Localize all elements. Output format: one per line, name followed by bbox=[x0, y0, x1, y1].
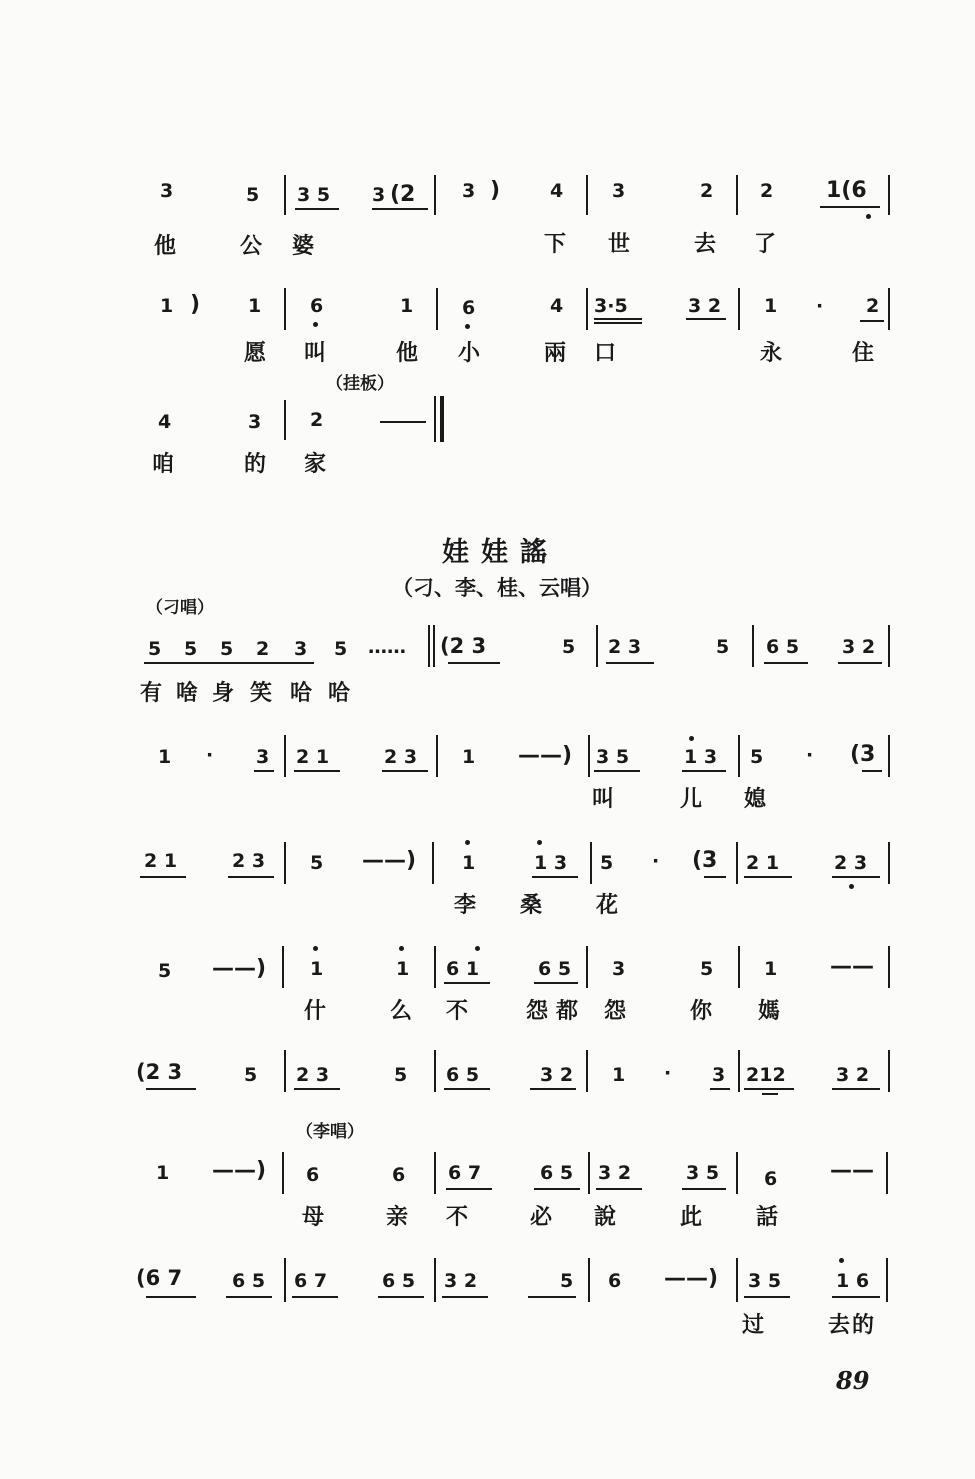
extension-dash: —— bbox=[830, 1158, 874, 1183]
underline bbox=[448, 662, 500, 664]
note: 5 bbox=[148, 638, 162, 660]
lyric: 李 bbox=[454, 892, 477, 918]
note: 6 5 bbox=[766, 636, 800, 658]
bar-line bbox=[284, 1050, 286, 1092]
underline bbox=[444, 1088, 490, 1090]
lyric: 母 bbox=[302, 1204, 325, 1230]
underline bbox=[710, 1088, 730, 1090]
lyric: 婆 bbox=[292, 233, 315, 259]
bar-line bbox=[434, 175, 436, 215]
note: 2 3 bbox=[608, 636, 642, 658]
note: 3 bbox=[612, 958, 626, 980]
underline bbox=[862, 770, 882, 772]
underline bbox=[528, 1296, 576, 1298]
note: 5 bbox=[750, 746, 764, 768]
lyric: 叫 bbox=[592, 786, 615, 812]
underline bbox=[606, 662, 654, 664]
lyric: 过 bbox=[742, 1312, 765, 1338]
lyric: 不 bbox=[446, 998, 469, 1024]
note: 5 bbox=[184, 638, 198, 660]
underline bbox=[594, 322, 642, 324]
bar-line bbox=[434, 946, 436, 988]
note: 1 bbox=[400, 295, 414, 317]
lyric: 小 bbox=[458, 340, 481, 366]
underline bbox=[594, 318, 642, 320]
underline bbox=[832, 1296, 880, 1298]
note: 6 bbox=[462, 297, 476, 319]
bar-line bbox=[588, 1152, 590, 1194]
lyric: 不 bbox=[446, 1204, 469, 1230]
note: 6 bbox=[764, 1168, 778, 1190]
lyric: 亲 bbox=[386, 1204, 409, 1230]
note: (6 7 bbox=[136, 1266, 183, 1290]
note: 4 bbox=[158, 411, 172, 433]
note: 5 bbox=[600, 852, 614, 874]
bar-line bbox=[590, 842, 592, 884]
lyric: 世 bbox=[608, 231, 631, 257]
lyric: 他 bbox=[396, 340, 419, 366]
note: ) bbox=[490, 178, 501, 203]
lyric: 哈 bbox=[290, 680, 313, 706]
lyric: 花 bbox=[596, 892, 619, 918]
note: 2 3 bbox=[232, 850, 266, 872]
underline bbox=[534, 1188, 580, 1190]
lyric: 的 bbox=[852, 1312, 875, 1338]
note: 6 5 bbox=[232, 1270, 266, 1292]
bar-line bbox=[284, 1258, 286, 1302]
high-octave-dot bbox=[313, 946, 318, 951]
note: 1 bbox=[462, 852, 476, 874]
bar-line bbox=[588, 735, 590, 777]
note: 1 bbox=[462, 746, 476, 768]
bar-line bbox=[586, 946, 588, 988]
note: 212 bbox=[746, 1064, 786, 1086]
note: 2 3 bbox=[296, 1064, 330, 1086]
note: 3 5 bbox=[596, 746, 630, 768]
underline bbox=[378, 1296, 424, 1298]
note: 5 bbox=[246, 184, 260, 206]
note: 6 bbox=[310, 295, 324, 317]
underline bbox=[144, 662, 314, 664]
underline bbox=[226, 1296, 272, 1298]
low-octave-dot bbox=[313, 322, 318, 327]
lyric: 媽 bbox=[758, 998, 781, 1024]
note: 3 bbox=[160, 180, 174, 202]
lyric: 什 bbox=[304, 998, 327, 1024]
lyric: 媳 bbox=[744, 786, 767, 812]
underline bbox=[832, 876, 880, 878]
lyric: 家 bbox=[304, 451, 327, 477]
singer-annotation: （李唱） bbox=[296, 1122, 364, 1142]
lyric: 永 bbox=[760, 340, 783, 366]
underline bbox=[382, 770, 428, 772]
note: 5 bbox=[562, 636, 576, 658]
note: 6 7 bbox=[294, 1270, 328, 1292]
lyric: 叫 bbox=[304, 340, 327, 366]
extension-dash: ——) bbox=[362, 848, 417, 873]
lyric: 咱 bbox=[152, 451, 175, 477]
note: 4 bbox=[550, 180, 564, 202]
extension-dash: —— bbox=[830, 954, 874, 979]
bar-line bbox=[888, 288, 890, 330]
lyric: 去 bbox=[828, 1312, 851, 1338]
bar-line bbox=[284, 288, 286, 330]
bar-line bbox=[282, 946, 284, 988]
note: 5 bbox=[394, 1064, 408, 1086]
lyric: 么 bbox=[390, 998, 413, 1024]
bar-line bbox=[586, 288, 588, 330]
note: 2 bbox=[310, 409, 324, 431]
low-octave-dot bbox=[465, 324, 470, 329]
underline bbox=[762, 1093, 778, 1095]
bar-line bbox=[888, 842, 890, 884]
lyric: 公 bbox=[240, 233, 263, 259]
underline bbox=[146, 1088, 196, 1090]
lyric: 身 bbox=[212, 680, 235, 706]
ellipsis: …… bbox=[368, 636, 406, 658]
dot-duration: · bbox=[206, 744, 214, 766]
bar-line bbox=[738, 735, 740, 777]
lyric: 住 bbox=[852, 340, 875, 366]
bar-line bbox=[738, 288, 740, 330]
bar-line bbox=[736, 175, 738, 215]
bar-line bbox=[282, 1152, 284, 1194]
lyric: 愿 bbox=[244, 340, 267, 366]
note: 2 1 bbox=[746, 852, 780, 874]
bar-line bbox=[434, 1050, 436, 1092]
bar-line bbox=[284, 175, 286, 215]
note: (3 bbox=[850, 742, 876, 767]
note: 2 bbox=[866, 295, 880, 317]
note: 6 5 bbox=[382, 1270, 416, 1292]
lyric: 儿 bbox=[680, 786, 703, 812]
singer-annotation: （刁唱） bbox=[146, 598, 214, 618]
note: (2 3 bbox=[136, 1060, 183, 1084]
note: 6 1 bbox=[446, 958, 480, 980]
underline bbox=[140, 876, 186, 878]
lyric: 有 bbox=[140, 680, 163, 706]
underline bbox=[832, 1088, 880, 1090]
note: 1 bbox=[160, 295, 174, 317]
lyric: 說 bbox=[594, 1204, 617, 1230]
bar-line bbox=[284, 842, 286, 884]
note: 4 bbox=[550, 295, 564, 317]
note: 1 bbox=[764, 295, 778, 317]
note: 3 2 bbox=[842, 636, 876, 658]
underline bbox=[744, 1088, 794, 1090]
note: 3 bbox=[248, 411, 262, 433]
performance-annotation: （挂板） bbox=[326, 374, 394, 394]
underline bbox=[682, 770, 726, 772]
underline bbox=[372, 208, 428, 210]
note: 3 bbox=[462, 180, 476, 202]
note: 1 bbox=[764, 958, 778, 980]
underline bbox=[820, 206, 880, 208]
high-octave-dot bbox=[537, 840, 542, 845]
bar-line bbox=[586, 1050, 588, 1092]
bar-line bbox=[433, 625, 435, 667]
bar-line bbox=[752, 625, 754, 667]
bar-line bbox=[428, 625, 430, 667]
low-octave-dot bbox=[849, 884, 854, 889]
note: 3 bbox=[256, 746, 270, 768]
bar-line bbox=[888, 1050, 890, 1092]
lyric: 了 bbox=[754, 231, 777, 257]
high-octave-dot bbox=[399, 946, 404, 951]
note: · bbox=[816, 295, 824, 317]
bar-line bbox=[886, 1152, 888, 1194]
note: 2 bbox=[700, 180, 714, 202]
underline bbox=[838, 662, 882, 664]
bar-line bbox=[888, 735, 890, 777]
high-octave-dot bbox=[689, 736, 694, 741]
bar-line bbox=[888, 625, 890, 667]
lyric: 哈 bbox=[328, 680, 351, 706]
lyric: 啥 bbox=[176, 680, 199, 706]
note: 2 bbox=[760, 180, 774, 202]
lyric: 都 bbox=[556, 998, 579, 1024]
lyric: 桑 bbox=[520, 892, 543, 918]
bar-line bbox=[588, 1258, 590, 1302]
underline bbox=[532, 876, 578, 878]
bar-line bbox=[596, 625, 598, 667]
bar-line bbox=[736, 1258, 738, 1302]
underline bbox=[534, 982, 578, 984]
note: (2 3 bbox=[440, 634, 487, 658]
bar-line bbox=[284, 735, 286, 777]
underline bbox=[292, 1296, 338, 1298]
underline bbox=[295, 208, 339, 210]
note: 5 bbox=[334, 638, 348, 660]
lyric: 下 bbox=[544, 231, 567, 257]
bar-line bbox=[738, 1050, 740, 1092]
lyric: 怨 bbox=[604, 998, 627, 1024]
note: 5 bbox=[560, 1270, 574, 1292]
note: (2 bbox=[390, 182, 416, 207]
note: 3 bbox=[294, 638, 308, 660]
bar-line bbox=[284, 400, 286, 440]
lyric: 口 bbox=[594, 340, 617, 366]
lyric: 去 bbox=[694, 231, 717, 257]
note: 2 1 bbox=[296, 746, 330, 768]
note: 3 5 bbox=[297, 184, 331, 206]
note: 2 3 bbox=[834, 852, 868, 874]
page-number: 89 bbox=[836, 1366, 870, 1395]
note: 1 3 bbox=[684, 746, 718, 768]
high-octave-dot bbox=[475, 946, 480, 951]
dot-duration: · bbox=[652, 850, 660, 872]
note: 3·5 bbox=[594, 295, 628, 317]
underline bbox=[682, 1188, 726, 1190]
note: 1 6 bbox=[836, 1270, 870, 1292]
extension-dash: ——) bbox=[212, 956, 267, 981]
note: 3 2 bbox=[598, 1162, 632, 1184]
bar-line bbox=[586, 175, 588, 215]
note: 6 bbox=[306, 1164, 320, 1186]
note: 1 bbox=[156, 1162, 170, 1184]
bar-line bbox=[434, 1152, 436, 1194]
note: 2 3 bbox=[384, 746, 418, 768]
underline bbox=[444, 982, 490, 984]
note: 5 bbox=[244, 1064, 258, 1086]
note: 2 bbox=[256, 638, 270, 660]
note: 5 bbox=[310, 852, 324, 874]
high-octave-dot bbox=[839, 1258, 844, 1263]
note: 3 5 bbox=[686, 1162, 720, 1184]
bar-line bbox=[886, 1258, 888, 1302]
note: 1 bbox=[310, 958, 324, 980]
bar-line bbox=[434, 1258, 436, 1302]
lyric: 必 bbox=[530, 1204, 553, 1230]
note: 3 5 bbox=[748, 1270, 782, 1292]
underline bbox=[254, 770, 274, 772]
high-octave-dot bbox=[465, 840, 470, 845]
note: 3 bbox=[712, 1064, 726, 1086]
underline bbox=[594, 770, 640, 772]
note: 6 5 bbox=[446, 1064, 480, 1086]
final-bar-line bbox=[440, 396, 444, 442]
lyric: 笑 bbox=[250, 680, 273, 706]
note: 1(6 bbox=[826, 178, 867, 203]
note: 6 7 bbox=[448, 1162, 482, 1184]
dot-duration: · bbox=[806, 744, 814, 766]
note: 6 5 bbox=[540, 1162, 574, 1184]
song-subtitle: （刁、李、桂、云唱） bbox=[392, 575, 602, 600]
extension-dash: ——) bbox=[212, 1158, 267, 1183]
underline bbox=[704, 876, 726, 878]
lyric: 你 bbox=[690, 998, 713, 1024]
bar-line bbox=[888, 946, 890, 988]
lyric: 怨 bbox=[526, 998, 549, 1024]
bar-line bbox=[888, 175, 890, 215]
note: (3 bbox=[692, 848, 718, 873]
bar-line bbox=[738, 946, 740, 988]
note: 1 bbox=[612, 1064, 626, 1086]
bar-line bbox=[736, 842, 738, 884]
note: ) bbox=[190, 292, 201, 317]
dot-duration: · bbox=[664, 1062, 672, 1084]
underline bbox=[764, 662, 808, 664]
underline bbox=[744, 1296, 790, 1298]
note: 6 bbox=[392, 1164, 406, 1186]
note: 1 bbox=[158, 746, 172, 768]
note: 3 bbox=[612, 180, 626, 202]
underline bbox=[860, 320, 884, 322]
extension-dash bbox=[380, 421, 426, 423]
bar-line bbox=[432, 842, 434, 884]
note: 1 bbox=[396, 958, 410, 980]
note: 1 3 bbox=[534, 852, 568, 874]
note: 3 bbox=[372, 184, 386, 206]
note: 3 2 bbox=[836, 1064, 870, 1086]
bar-line bbox=[436, 735, 438, 777]
lyric: 他 bbox=[154, 233, 177, 259]
note: 1 bbox=[248, 295, 262, 317]
underline bbox=[228, 876, 274, 878]
note: 3 2 bbox=[688, 295, 722, 317]
note: 5 bbox=[158, 960, 172, 982]
bar-line bbox=[736, 1152, 738, 1194]
note: 3 2 bbox=[540, 1064, 574, 1086]
extension-dash: ——) bbox=[518, 743, 573, 768]
bar-line bbox=[434, 396, 436, 442]
underline bbox=[294, 1088, 340, 1090]
bar-line bbox=[436, 288, 438, 330]
note: 5 bbox=[716, 636, 730, 658]
underline bbox=[744, 876, 792, 878]
underline bbox=[442, 1296, 488, 1298]
note: 2 1 bbox=[144, 850, 178, 872]
lyric: 的 bbox=[244, 451, 267, 477]
underline bbox=[294, 770, 340, 772]
note: 6 5 bbox=[538, 958, 572, 980]
note: 6 bbox=[608, 1270, 622, 1292]
song-title: 娃娃謠 bbox=[442, 537, 559, 568]
note: 5 bbox=[700, 958, 714, 980]
note: 3 2 bbox=[444, 1270, 478, 1292]
note: 5 bbox=[220, 638, 234, 660]
extension-dash: ——) bbox=[664, 1266, 719, 1291]
lyric: 此 bbox=[680, 1204, 703, 1230]
lyric: 話 bbox=[756, 1204, 779, 1230]
lyric: 兩 bbox=[544, 340, 567, 366]
underline bbox=[146, 1296, 196, 1298]
underline bbox=[686, 318, 726, 320]
low-octave-dot bbox=[866, 214, 871, 219]
underline bbox=[596, 1188, 642, 1190]
underline bbox=[530, 1088, 576, 1090]
underline bbox=[446, 1188, 492, 1190]
